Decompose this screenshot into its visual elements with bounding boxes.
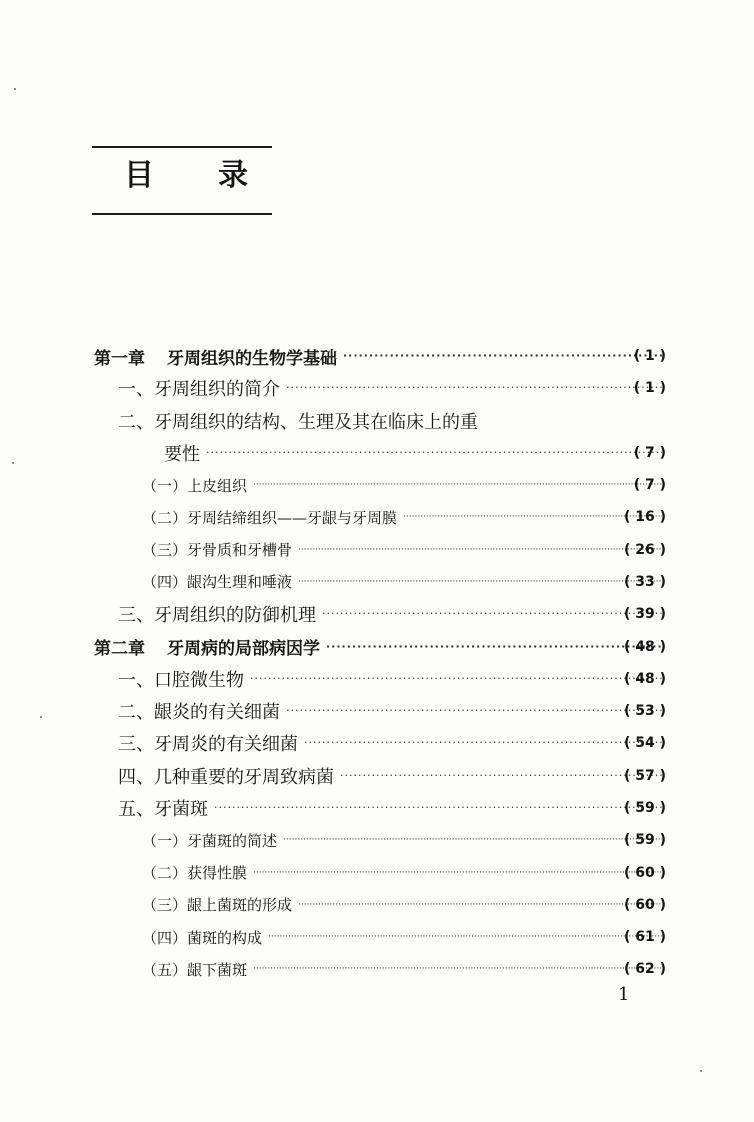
- toc-entry-label: 三、牙周组织的防御机理: [118, 605, 316, 627]
- leader-dots: [340, 760, 662, 792]
- chapter-number: 第二章: [94, 639, 145, 660]
- toc-entry-label: 五、牙菌斑: [118, 799, 208, 820]
- toc-entry-section: [0, 405, 754, 437]
- leader-dots: [268, 921, 662, 953]
- scan-speck: [700, 1070, 702, 1072]
- leader-dots: [304, 727, 662, 759]
- toc-entry-subsection: [0, 856, 754, 888]
- table-of-contents: [0, 340, 754, 986]
- leader-dots: [286, 372, 662, 404]
- toc-entry-subsection: [0, 824, 754, 856]
- leader-dots: [286, 695, 662, 727]
- toc-entry-section: [0, 727, 754, 759]
- leader-dots: [326, 631, 662, 663]
- leader-dots: [283, 824, 662, 856]
- toc-page-ref: ( 16 ): [623, 509, 666, 526]
- toc-entry-subsection: [0, 566, 754, 598]
- toc-entry-section: [0, 760, 754, 792]
- toc-entry-chapter-1: [0, 340, 754, 372]
- toc-entry-label: 二、牙周组织的结构、生理及其在临床上的重: [118, 411, 478, 433]
- title-char-1: 目: [124, 158, 154, 193]
- toc-page-ref: ( 33 ): [623, 573, 666, 590]
- toc-entry-section: [0, 372, 754, 404]
- scan-speck: [12, 462, 14, 464]
- toc-page-ref: ( 1 ): [633, 380, 666, 397]
- leader-dots: [214, 792, 662, 824]
- toc-entry-label: （三）牙骨质和牙槽骨: [142, 541, 293, 560]
- toc-entry-subsection: [0, 501, 754, 533]
- toc-entry-label: 四、几种重要的牙周致病菌: [118, 766, 334, 788]
- toc-entry-label: [94, 634, 320, 659]
- toc-page-ref: ( 61 ): [623, 929, 666, 946]
- toc-entry-label: （一）牙菌斑的简述: [142, 831, 278, 850]
- toc-page-ref: ( 54 ): [623, 735, 666, 752]
- toc-page-ref: ( 39 ): [623, 606, 666, 623]
- toc-entry-label: 一、牙周组织的简介: [118, 379, 280, 401]
- toc-entry-label: （四）菌斑的构成: [142, 928, 263, 947]
- toc-entry-continuation: [0, 437, 754, 469]
- chapter-title: 牙周组织的生物学基础: [167, 348, 337, 369]
- leader-dots: [298, 534, 662, 566]
- toc-entry-subsection: [0, 921, 754, 953]
- toc-entry-subsection: [0, 469, 754, 501]
- toc-page-ref: ( 62 ): [623, 961, 666, 978]
- toc-entry-label: 要性: [164, 443, 200, 465]
- leader-dots: [343, 340, 662, 372]
- toc-entry-section: [0, 598, 754, 630]
- toc-page-ref: ( 1 ): [633, 348, 666, 365]
- toc-entry-label: （三）龈上菌斑的形成: [142, 896, 293, 915]
- toc-entry-label: （五）龈下菌斑: [142, 960, 248, 979]
- title-rule-bottom: [92, 213, 272, 215]
- toc-entry-label: [94, 344, 337, 369]
- scan-speck: [40, 716, 42, 718]
- title-char-2: 录: [218, 158, 248, 193]
- toc-entry-subsection: [0, 889, 754, 921]
- toc-page-ref: ( 59 ): [623, 800, 666, 816]
- toc-page-ref: ( 57 ): [623, 767, 666, 784]
- toc-page-ref: ( 7 ): [633, 477, 666, 494]
- toc-page-ref: ( 60 ): [623, 864, 666, 881]
- leader-dots: [250, 663, 662, 695]
- toc-entry-section: [0, 792, 754, 824]
- leader-dots: [253, 469, 662, 501]
- leader-dots: [322, 598, 662, 630]
- toc-page-ref: ( 59 ): [623, 832, 666, 849]
- page-number: 1: [618, 984, 630, 1005]
- toc-entry-label: 一、口腔微生物: [118, 669, 244, 691]
- toc-entry-label: （一）上皮组织: [142, 476, 248, 495]
- leader-dots: [206, 437, 662, 469]
- toc-entry-label: （二）获得性膜: [142, 864, 248, 883]
- toc-entry-section: [0, 663, 754, 695]
- leader-dots: [298, 566, 662, 598]
- chapter-number: 第一章: [94, 348, 145, 369]
- toc-entry-section: [0, 695, 754, 727]
- toc-entry-label: 二、龈炎的有关细菌: [118, 702, 280, 724]
- leader-dots: [253, 953, 662, 985]
- toc-entry-subsection: [0, 533, 754, 565]
- leader-dots: [298, 889, 662, 921]
- leader-dots: [253, 857, 662, 889]
- title-rule-top: [92, 146, 272, 148]
- toc-page-ref: ( 26 ): [623, 541, 666, 558]
- chapter-title: 牙周病的局部病因学: [167, 639, 320, 660]
- toc-entry-chapter-2: [0, 630, 754, 662]
- toc-page-ref: ( 53 ): [623, 703, 666, 720]
- toc-entry-subsection: [0, 953, 754, 985]
- toc-entry-label: （四）龈沟生理和唾液: [142, 573, 293, 592]
- toc-entry-label: 三、牙周炎的有关细菌: [118, 734, 298, 756]
- toc-page-ref: ( 7 ): [633, 444, 666, 461]
- toc-page-ref: ( 60 ): [623, 896, 666, 913]
- toc-page-ref: ( 48 ): [623, 638, 666, 655]
- toc-entry-label: （二）牙周结缔组织——牙龈与牙周膜: [142, 508, 398, 527]
- scan-speck: [14, 88, 16, 90]
- toc-page-ref: ( 48 ): [623, 670, 666, 687]
